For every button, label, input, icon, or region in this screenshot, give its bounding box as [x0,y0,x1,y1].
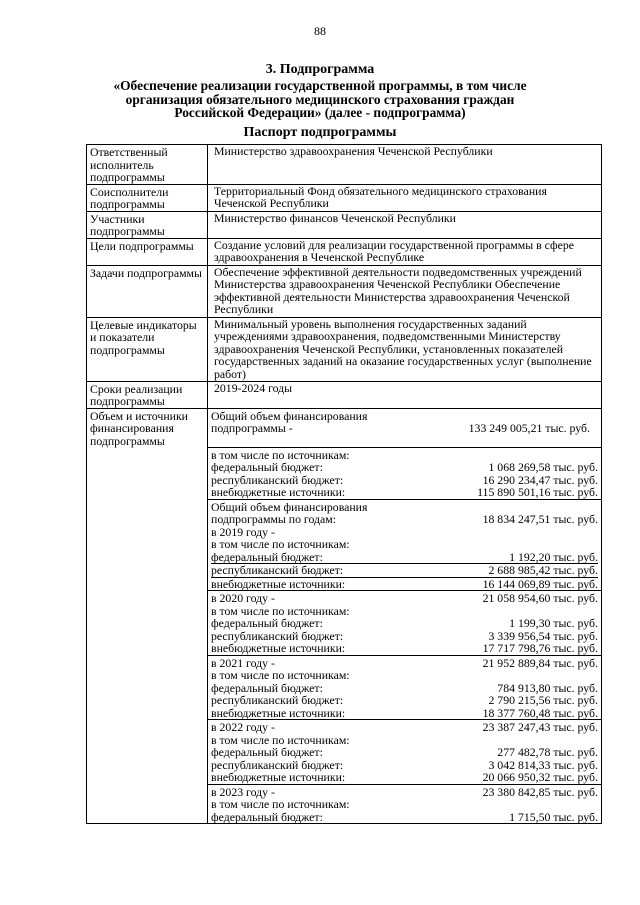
year-label: в 2020 году - [211,591,275,605]
financing-year-cell [208,720,602,785]
sources-caption: в том числе по источникам: [211,668,350,682]
sources-caption: в том числе по источникам: [211,537,350,551]
year-total-amount: 21 058 954,60 тыс. руб. [482,591,598,605]
offbudget-row [211,707,598,720]
year-total-amount: 21 952 889,84 тыс. руб. [482,655,598,670]
program-title: «Обеспечение реализации государственной программы, в том числе организация обязательного медицинского страхования граждан Российской Федерации» (далее - подпрограмма) [113,78,527,121]
offbudget-row [211,578,598,591]
federal-label: федеральный бюджет: [211,745,323,759]
financing-year-cell [208,655,602,720]
row-value: Минимальный уровень выполнения государственных заданий учреждениями здравоохранения, подведомственными Министерству здравоохранения Чеченской Республики, установленных показателей государственных заданий на оказание государственных услуг (выполнение работ) [208,317,602,381]
row-value: Министерство здравоохранения Чеченской Республики [208,145,602,185]
republic-row [211,694,598,707]
sources-caption: в том числе по источникам: [211,447,350,462]
sources-caption: в том числе по источникам: [211,603,350,618]
table-row [87,265,602,317]
row-label: Задачи подпрограммы [87,265,208,317]
republic-label: республиканский бюджет: [211,628,344,643]
offbudget-amount: 20 066 950,32 тыс. руб. [482,770,598,784]
offbudget-label: внебюджетные источники: [211,485,346,499]
row-label: Участники подпрограммы [87,211,208,238]
sources-caption: в том числе по источникам: [211,732,350,747]
year-total-amount: 23 387 247,43 тыс. руб. [482,720,598,734]
year-label: в 2021 году - [211,655,275,670]
offbudget-label: внебюджетные источники: [211,576,346,591]
federal-row [211,551,598,565]
federal-amount: 1 199,30 тыс. руб. [509,616,598,630]
federal-amount: 1 192,20 тыс. руб. [509,549,598,564]
federal-label: федеральный бюджет: [211,616,323,630]
federal-amount: 1 715,50 тыс. руб. [509,809,598,824]
republic-amount: 16 290 234,47 тыс. руб. [482,472,598,487]
republic-label: республиканский бюджет: [211,757,344,772]
page-number: 88 [314,24,326,38]
financing-year-cell [208,499,602,591]
federal-amount: 1 068 269,58 тыс. руб. [488,460,598,474]
federal-amount: 277 482,78 тыс. руб. [497,745,598,759]
row-label: Цели подпрограммы [87,238,208,265]
row-label: Соисполнители подпрограммы [87,184,208,211]
federal-row [211,811,598,824]
republic-label: республиканский бюджет: [211,693,344,707]
row-value: Территориальный Фонд обязательного медицинского страхования Чеченской Республики [208,184,602,211]
passport-title: Паспорт подпрограммы [243,125,397,140]
row-value: Создание условий для реализации государственной программы в сфере здравоохранения в Чеченской Республике [208,238,602,265]
total-caption-2: подпрограммы - [211,421,293,435]
financing-total-cell [208,408,602,447]
row-value: 2019-2024 годы [208,381,602,408]
year-total-amount: 23 380 842,85 тыс. руб. [482,784,598,799]
year-label: в 2023 году - [211,784,275,799]
financing-year-cell [208,591,602,656]
federal-label: федеральный бюджет: [211,460,323,474]
row-label: Сроки реализации подпрограммы [87,381,208,408]
republic-amount: 2 790 215,56 тыс. руб. [488,693,598,707]
total-caption: Общий объем финансирования [211,408,368,423]
offbudget-row [211,642,598,655]
year-label: в 2022 году - [211,720,275,734]
passport-table [86,144,602,824]
federal-row [211,461,598,474]
table-row [87,211,602,238]
republic-label: республиканский бюджет: [211,472,344,487]
row-label: Целевые индикаторы и показатели подпрограммы [87,317,208,381]
financing-sources-cell [208,447,602,499]
table-row [87,145,602,185]
offbudget-amount: 18 377 760,48 тыс. руб. [482,705,598,720]
offbudget-label: внебюджетные источники: [211,705,346,720]
republic-amount: 2 688 985,42 тыс. руб. [488,563,598,577]
offbudget-amount: 115 890 501,16 тыс. руб. [477,485,598,499]
offbudget-amount: 17 717 798,76 тыс. руб. [482,641,598,655]
by-years-label: подпрограммы по годам: [211,512,337,526]
table-row [87,381,602,408]
sources-caption: в том числе по источникам: [211,797,350,811]
offbudget-label: внебюджетные источники: [211,641,346,655]
total-row [211,422,598,435]
row-label: Ответственный исполнитель подпрограммы [87,145,208,185]
offbudget-row [211,771,598,784]
offbudget-amount: 16 144 069,89 тыс. руб. [482,576,598,591]
federal-row [211,746,598,759]
financing-year-cell [208,784,602,824]
republic-row [211,564,598,578]
offbudget-row [211,486,598,499]
table-row [87,184,602,211]
republic-amount: 3 042 814,33 тыс. руб. [488,757,598,772]
federal-row [211,617,598,630]
table-row [87,238,602,265]
total-amount: 133 249 005,21 тыс. руб. [468,421,590,435]
offbudget-label: внебюджетные источники: [211,770,346,784]
by-years-row [211,513,598,526]
year-label: в 2019 году - [211,524,275,539]
by-years-caption: Общий объем финансирования [211,499,368,514]
table-row [87,317,602,381]
table-row [87,408,602,447]
federal-label: федеральный бюджет: [211,809,323,824]
year-total-row [211,592,598,605]
year-total-row [211,721,598,734]
section-title: 3. Подпрограмма [265,62,375,77]
federal-label: федеральный бюджет: [211,680,323,695]
federal-label: федеральный бюджет: [211,549,323,564]
row-label: Объем и источники финансирования подпрограммы [87,408,208,824]
republic-amount: 3 339 956,54 тыс. руб. [488,628,598,643]
row-value: Министерство финансов Чеченской Республики [208,211,602,238]
republic-label: республиканский бюджет: [211,563,344,577]
federal-amount: 784 913,80 тыс. руб. [497,680,598,695]
by-years-amount: 18 834 247,51 тыс. руб. [482,512,598,526]
row-value: Обеспечение эффективной деятельности подведомственных учреждений Министерства здравоохранения Чеченской Республики Обеспечение эффективной деятельности Министерства здравоохранения Чеченской Республики [208,265,602,317]
